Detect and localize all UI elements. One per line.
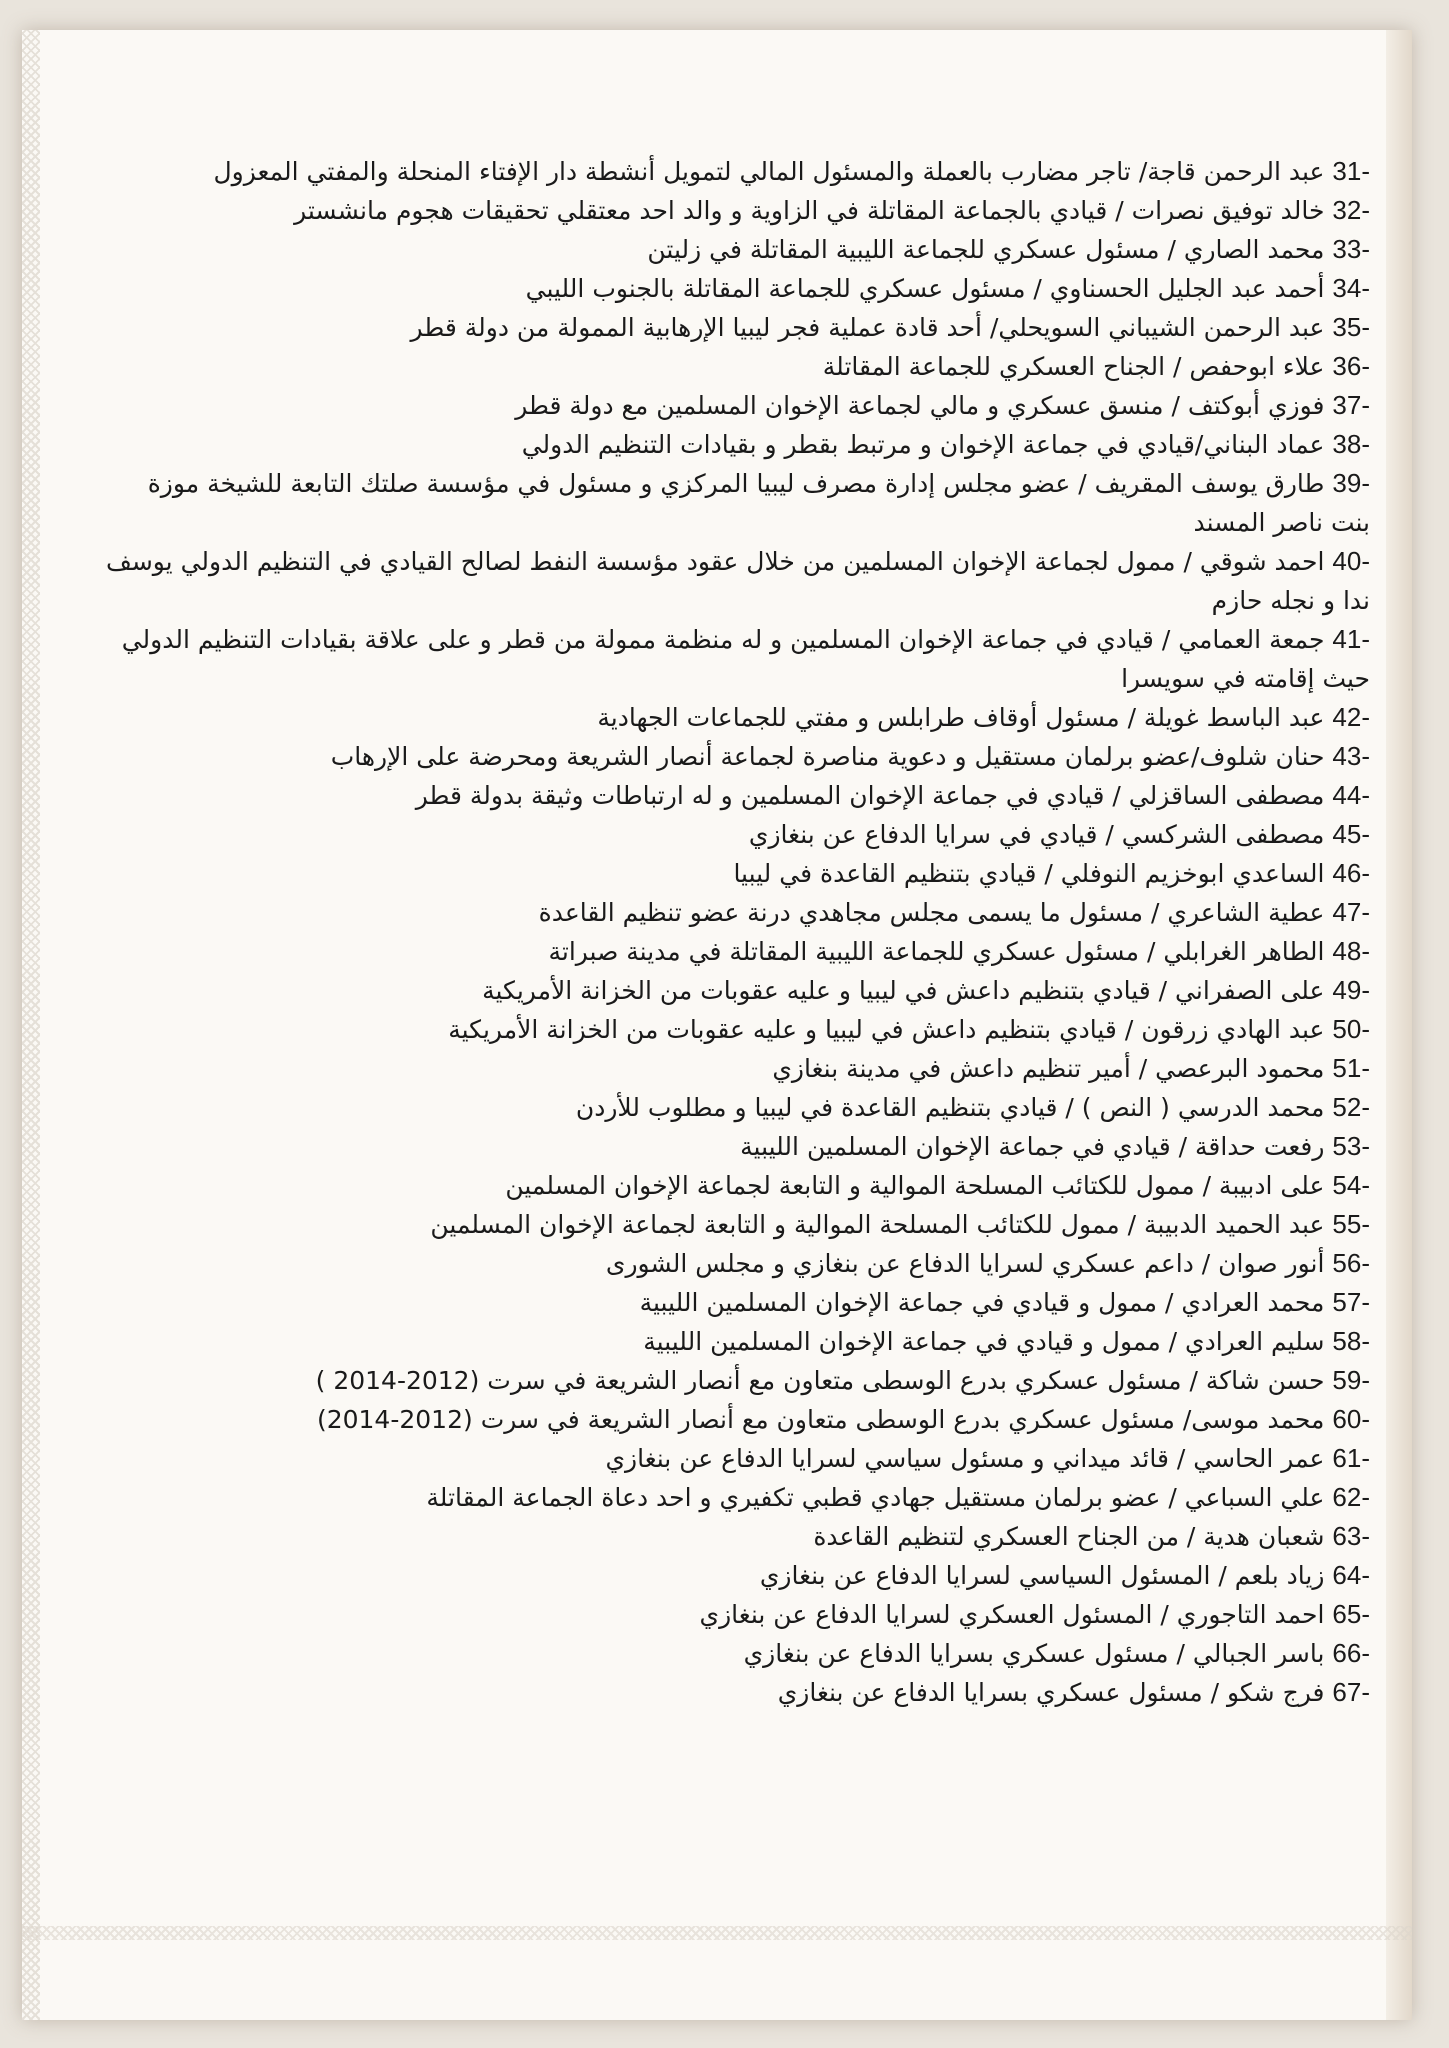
entry-text: عمر الحاسي / قائد ميداني و مسئول سياسي لسرايا الدفاع عن بنغازي	[605, 1444, 1325, 1473]
list-item	[102, 1556, 1370, 1595]
entry-number: -32	[1332, 195, 1370, 225]
list-item	[102, 1127, 1370, 1166]
list-item	[102, 542, 1370, 620]
entry-number: -43	[1332, 741, 1370, 771]
entry-text: جمعة العمامي / قيادي في جماعة الإخوان المسلمين و له منظمة ممولة من قطر و على علاقة بقيادات التنظيم الدولي حيث إقامته في سويسرا	[121, 625, 1370, 693]
page-edge-bottom	[22, 1926, 1412, 1940]
list-item	[102, 1400, 1370, 1439]
entry-text: احمد شوقي / ممول لجماعة الإخوان المسلمين من خلال عقود مؤسسة النفط لصالح القيادي في التنظيم الدولي يوسف ندا و نجله حازم	[105, 547, 1370, 615]
entry-text: عبد الهادي زرقون / قيادي بتنظيم داعش في ليبيا و عليه عقوبات من الخزانة الأمريكية	[448, 1015, 1325, 1044]
list-item	[102, 1478, 1370, 1517]
entry-number: -59	[1332, 1365, 1370, 1395]
list-item	[102, 152, 1370, 191]
entry-text: محمد العرادي / ممول و قيادي في جماعة الإخوان المسلمين الليبية	[639, 1288, 1325, 1317]
entry-text: على ادبيبة / ممول للكتائب المسلحة الموالية و التابعة لجماعة الإخوان المسلمين	[505, 1171, 1325, 1200]
entry-number: -56	[1332, 1248, 1370, 1278]
list-item	[102, 464, 1370, 542]
entry-number: -35	[1332, 312, 1370, 342]
entry-text: على الصفراني / قيادي بتنظيم داعش في ليبيا و عليه عقوبات من الخزانة الأمريكية	[482, 976, 1325, 1005]
list-item	[102, 308, 1370, 347]
entry-number: -31	[1332, 156, 1370, 186]
entry-number: -38	[1332, 429, 1370, 459]
entry-text: محمود البرعصي / أمير تنظيم داعش في مدينة بنغازي	[772, 1054, 1325, 1083]
entry-number: -58	[1332, 1326, 1370, 1356]
list-item	[102, 620, 1370, 698]
entry-text: مصطفى الساقزلي / قيادي في جماعة الإخوان المسلمين و له ارتباطات وثيقة بدولة قطر	[415, 781, 1325, 810]
entry-number: -53	[1332, 1131, 1370, 1161]
entry-text: الطاهر الغرابلي / مسئول عسكري للجماعة الليبية المقاتلة في مدينة صبراتة	[548, 937, 1325, 966]
entry-text: أحمد عبد الجليل الحسناوي / مسئول عسكري للجماعة المقاتلة بالجنوب الليبي	[525, 274, 1325, 303]
list-item	[102, 386, 1370, 425]
list-item	[102, 1595, 1370, 1634]
list-item	[102, 1517, 1370, 1556]
list-item	[102, 1439, 1370, 1478]
entry-text: علي السباعي / عضو برلمان مستقيل جهادي قطبي تكفيري و احد دعاة الجماعة المقاتلة	[426, 1483, 1325, 1512]
page-edge-right	[1386, 30, 1412, 2020]
list-item	[102, 932, 1370, 971]
entry-text: عبد الباسط غويلة / مسئول أوقاف طرابلس و مفتي للجماعات الجهادية	[597, 703, 1325, 732]
entry-number: -61	[1332, 1443, 1370, 1473]
entry-text: عبد الرحمن الشيباني السويحلي/ أحد قادة عملية فجر ليبيا الإرهابية الممولة من دولة قطر	[410, 313, 1325, 342]
entry-text: طارق يوسف المقريف / عضو مجلس إدارة مصرف ليبيا المركزي و مسئول في مؤسسة صلتك التابعة للشيخة موزة بنت ناصر المسند	[147, 469, 1370, 537]
entry-text: احمد التاجوري / المسئول العسكري لسرايا الدفاع عن بنغازي	[699, 1600, 1325, 1629]
document-page	[22, 30, 1412, 2020]
entry-text: فرج شكو / مسئول عسكري بسرايا الدفاع عن بنغازي	[777, 1678, 1325, 1707]
list-item	[102, 191, 1370, 230]
list-item	[102, 698, 1370, 737]
entry-number: -34	[1332, 273, 1370, 303]
list-item	[102, 893, 1370, 932]
list-item	[102, 815, 1370, 854]
entry-text: فوزي أبوكتف / منسق عسكري و مالي لجماعة الإخوان المسلمين مع دولة قطر	[515, 391, 1325, 420]
entry-text: أنور صوان / داعم عسكري لسرايا الدفاع عن بنغازي و مجلس الشورى	[605, 1249, 1325, 1278]
entry-number: -36	[1332, 351, 1370, 381]
entry-text: محمد الصاري / مسئول عسكري للجماعة الليبية المقاتلة في زليتن	[647, 235, 1325, 264]
entry-text: عبد الحميد الدبيبة / ممول للكتائب المسلحة الموالية و التابعة لجماعة الإخوان المسلمين	[430, 1210, 1325, 1239]
entry-number: -39	[1332, 468, 1370, 498]
entry-number: -37	[1332, 390, 1370, 420]
list-item	[102, 971, 1370, 1010]
list-item	[102, 347, 1370, 386]
entry-number: -57	[1332, 1287, 1370, 1317]
entry-number: -33	[1332, 234, 1370, 264]
list-item	[102, 737, 1370, 776]
entry-text: محمد موسى/ مسئول عسكري بدرع الوسطى متعاون مع أنصار الشريعة في سرت (2012-2014)	[316, 1405, 1325, 1434]
entry-number: -64	[1332, 1560, 1370, 1590]
list-item	[102, 1673, 1370, 1712]
list-item	[102, 1634, 1370, 1673]
entry-number: -50	[1332, 1014, 1370, 1044]
entry-number: -55	[1332, 1209, 1370, 1239]
entry-number: -48	[1332, 936, 1370, 966]
list-item	[102, 1049, 1370, 1088]
list-item	[102, 1166, 1370, 1205]
entry-number: -47	[1332, 897, 1370, 927]
entry-number: -44	[1332, 780, 1370, 810]
list-item	[102, 1322, 1370, 1361]
entry-text: مصطفى الشركسي / قيادي في سرايا الدفاع عن بنغازي	[748, 820, 1325, 849]
page-edge-left	[22, 30, 40, 2020]
entry-number: -49	[1332, 975, 1370, 1005]
list-item	[102, 1361, 1370, 1400]
entry-number: -54	[1332, 1170, 1370, 1200]
entry-text: باسر الجبالي / مسئول عسكري بسرايا الدفاع عن بنغازي	[743, 1639, 1325, 1668]
entry-text: عبد الرحمن قاجة/ تاجر مضارب بالعملة والمسئول المالي لتمويل أنشطة دار الإفتاء المنحلة والمفتي المعزول	[213, 157, 1325, 186]
entry-number: -46	[1332, 858, 1370, 888]
entry-text: زياد بلعم / المسئول السياسي لسرايا الدفاع عن بنغازي	[759, 1561, 1325, 1590]
entry-text: محمد الدرسي ( النص ) / قيادي بتنظيم القاعدة في ليبيا و مطلوب للأردن	[575, 1093, 1325, 1122]
entry-text: شعبان هدية / من الجناح العسكري لتنظيم القاعدة	[813, 1522, 1325, 1551]
entry-text: سليم العرادي / ممول و قيادي في جماعة الإخوان المسلمين الليبية	[643, 1327, 1325, 1356]
list-item	[102, 1205, 1370, 1244]
list-item	[102, 269, 1370, 308]
entry-number: -66	[1332, 1638, 1370, 1668]
entry-number: -45	[1332, 819, 1370, 849]
names-list	[102, 152, 1370, 1712]
entry-number: -67	[1332, 1677, 1370, 1707]
list-item	[102, 1010, 1370, 1049]
list-item	[102, 425, 1370, 464]
entry-number: -65	[1332, 1599, 1370, 1629]
entry-number: -52	[1332, 1092, 1370, 1122]
entry-text: رفعت حداقة / قيادي في جماعة الإخوان المسلمين الليبية	[740, 1132, 1325, 1161]
entry-number: -41	[1332, 624, 1370, 654]
entry-number: -42	[1332, 702, 1370, 732]
entry-text: علاء ابوحفص / الجناح العسكري للجماعة المقاتلة	[822, 352, 1325, 381]
entry-number: -60	[1332, 1404, 1370, 1434]
list-item	[102, 1244, 1370, 1283]
entry-text: الساعدي ابوخزيم النوفلي / قيادي بتنظيم القاعدة في ليبيا	[733, 859, 1325, 888]
list-item	[102, 230, 1370, 269]
entry-text: عطية الشاعري / مسئول ما يسمى مجلس مجاهدي درنة عضو تنظيم القاعدة	[538, 898, 1325, 927]
list-item	[102, 1088, 1370, 1127]
entry-number: -51	[1332, 1053, 1370, 1083]
list-item	[102, 1283, 1370, 1322]
list-item	[102, 854, 1370, 893]
entry-text: عماد البناني/قيادي في جماعة الإخوان و مرتبط بقطر و بقيادات التنظيم الدولي	[521, 430, 1325, 459]
entry-number: -62	[1332, 1482, 1370, 1512]
entry-number: -63	[1332, 1521, 1370, 1551]
entry-text: حنان شلوف/عضو برلمان مستقيل و دعوية مناصرة لجماعة أنصار الشريعة ومحرضة على الإرهاب	[330, 742, 1325, 771]
entry-text: خالد توفيق نصرات / قيادي بالجماعة المقاتلة في الزاوية و والد احد معتقلي تحقيقات هجوم مانشستر	[294, 196, 1325, 225]
entry-number: -40	[1332, 546, 1370, 576]
list-item	[102, 776, 1370, 815]
entry-text: حسن شاكة / مسئول عسكري بدرع الوسطى متعاون مع أنصار الشريعة في سرت (2012-2014 )	[315, 1366, 1325, 1395]
